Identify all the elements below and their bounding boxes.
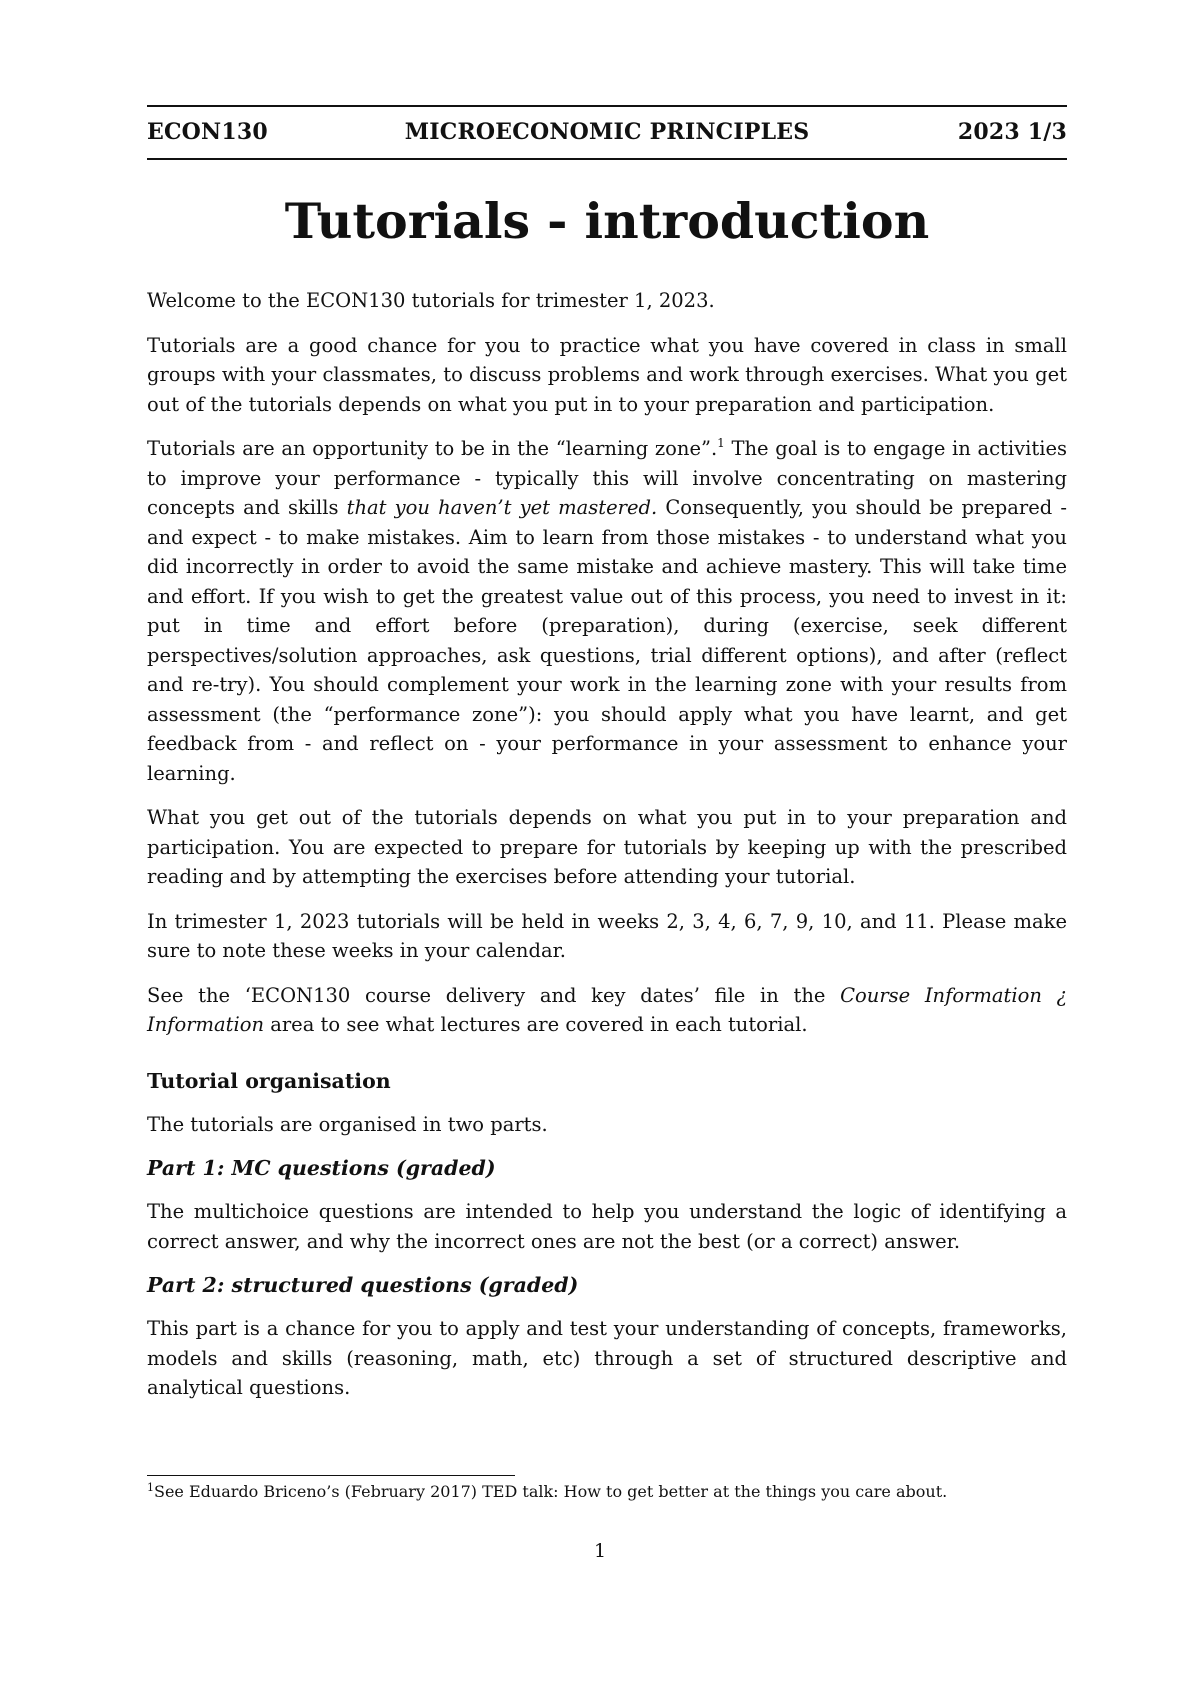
zone-text-b: The goal is to engage in activities to improve your performance - typically this will involve concentrating on mastering concepts and skills	[147, 437, 1067, 519]
weeks-paragraph: In trimester 1, 2023 tutorials will be held in weeks 2, 3, 4, 6, 7, 9, 10, and 11. Please make sure to note these weeks in your calendar.	[147, 909, 1067, 962]
chance-paragraph: Tutorials are a good chance for you to practice what you have covered in class in small groups with your classmates, to discuss problems and work through exercises. What you get out of the tutorials depends on what you put in to your preparation and participation.	[147, 333, 1067, 416]
zone-text-a: Tutorials are an opportunity to be in the “learning zone”.	[147, 437, 718, 460]
page-title: Tutorials - introduction	[284, 192, 930, 250]
footnote-divider	[147, 1475, 515, 1476]
part2-text: This part is a chance for you to apply and test your understanding of concepts, frameworks, models and skills (reasoning, math, etc) through a set of structured descriptive and analytical questions.	[147, 1317, 1067, 1399]
running-header	[147, 105, 1067, 160]
footnote	[147, 1481, 1067, 1503]
welcome-paragraph: Welcome to the ECON130 tutorials for trimester 1, 2023.	[147, 289, 715, 312]
see-text-a: See the ‘ECON130 course delivery and key dates’ file in the	[147, 983, 841, 1007]
organisation-intro: The tutorials are organised in two parts.	[147, 1112, 548, 1136]
course-name: MICROECONOMIC PRINCIPLES	[404, 119, 810, 145]
prepare-paragraph: What you get out of the tutorials depends on what you put in to your preparation and participation. You are expected to prepare for tutorials by keeping up with the prescribed reading and by attempting the exercises before attending your tutorial.	[147, 806, 1067, 888]
organisation-heading: Tutorial organisation	[147, 1068, 391, 1093]
zone-emphasis: that you haven’t yet mastered.	[346, 496, 658, 519]
course-info-reference: Course Information ¿ Information	[147, 983, 1068, 1036]
footnote-text: See Eduardo Briceno’s (February 2017) TED talk: How to get better at the things you care about.	[154, 1482, 948, 1501]
see-file-paragraph	[147, 981, 1067, 1040]
part2-heading: Part 2: structured questions (graded)	[147, 1273, 579, 1297]
page-number: 1	[593, 1540, 607, 1562]
zone-text-c: Consequently, you should be prepared - and expect - to make mistakes. Aim to learn from those mistakes - to understand what you did incorrectly in order to avoid the same mistake and achieve mastery. This will take time and effort. If you wish to get the greatest value out of this process, you need to invest in it: put in time and effort before (preparation), during (exercise, seek different perspectives/solution approaches, ask questions, trial different options), and after (reflect and re-try). You should complement your work in the learning zone with your results from assessment (the “performance zone”): you should apply what you have learnt, and get feedback from - and reflect on - your performance in your assessment to enhance your learning.	[147, 496, 1067, 785]
course-code: ECON130	[147, 119, 268, 145]
footnote-marker: 1	[147, 1481, 154, 1494]
part1-heading: Part 1: MC questions (graded)	[147, 1156, 496, 1180]
part1-text: The multichoice questions are intended to help you understand the logic of identifying a correct answer, and why the incorrect ones are not the best (or a correct) answer.	[147, 1200, 1067, 1253]
document-body	[147, 286, 1067, 1418]
learning-zone-paragraph	[147, 434, 1067, 788]
see-text-b: area to see what lectures are covered in each tutorial.	[264, 1013, 808, 1036]
footnote-ref[interactable]: 1	[717, 436, 725, 450]
term-label: 2023 1/3	[957, 119, 1067, 145]
